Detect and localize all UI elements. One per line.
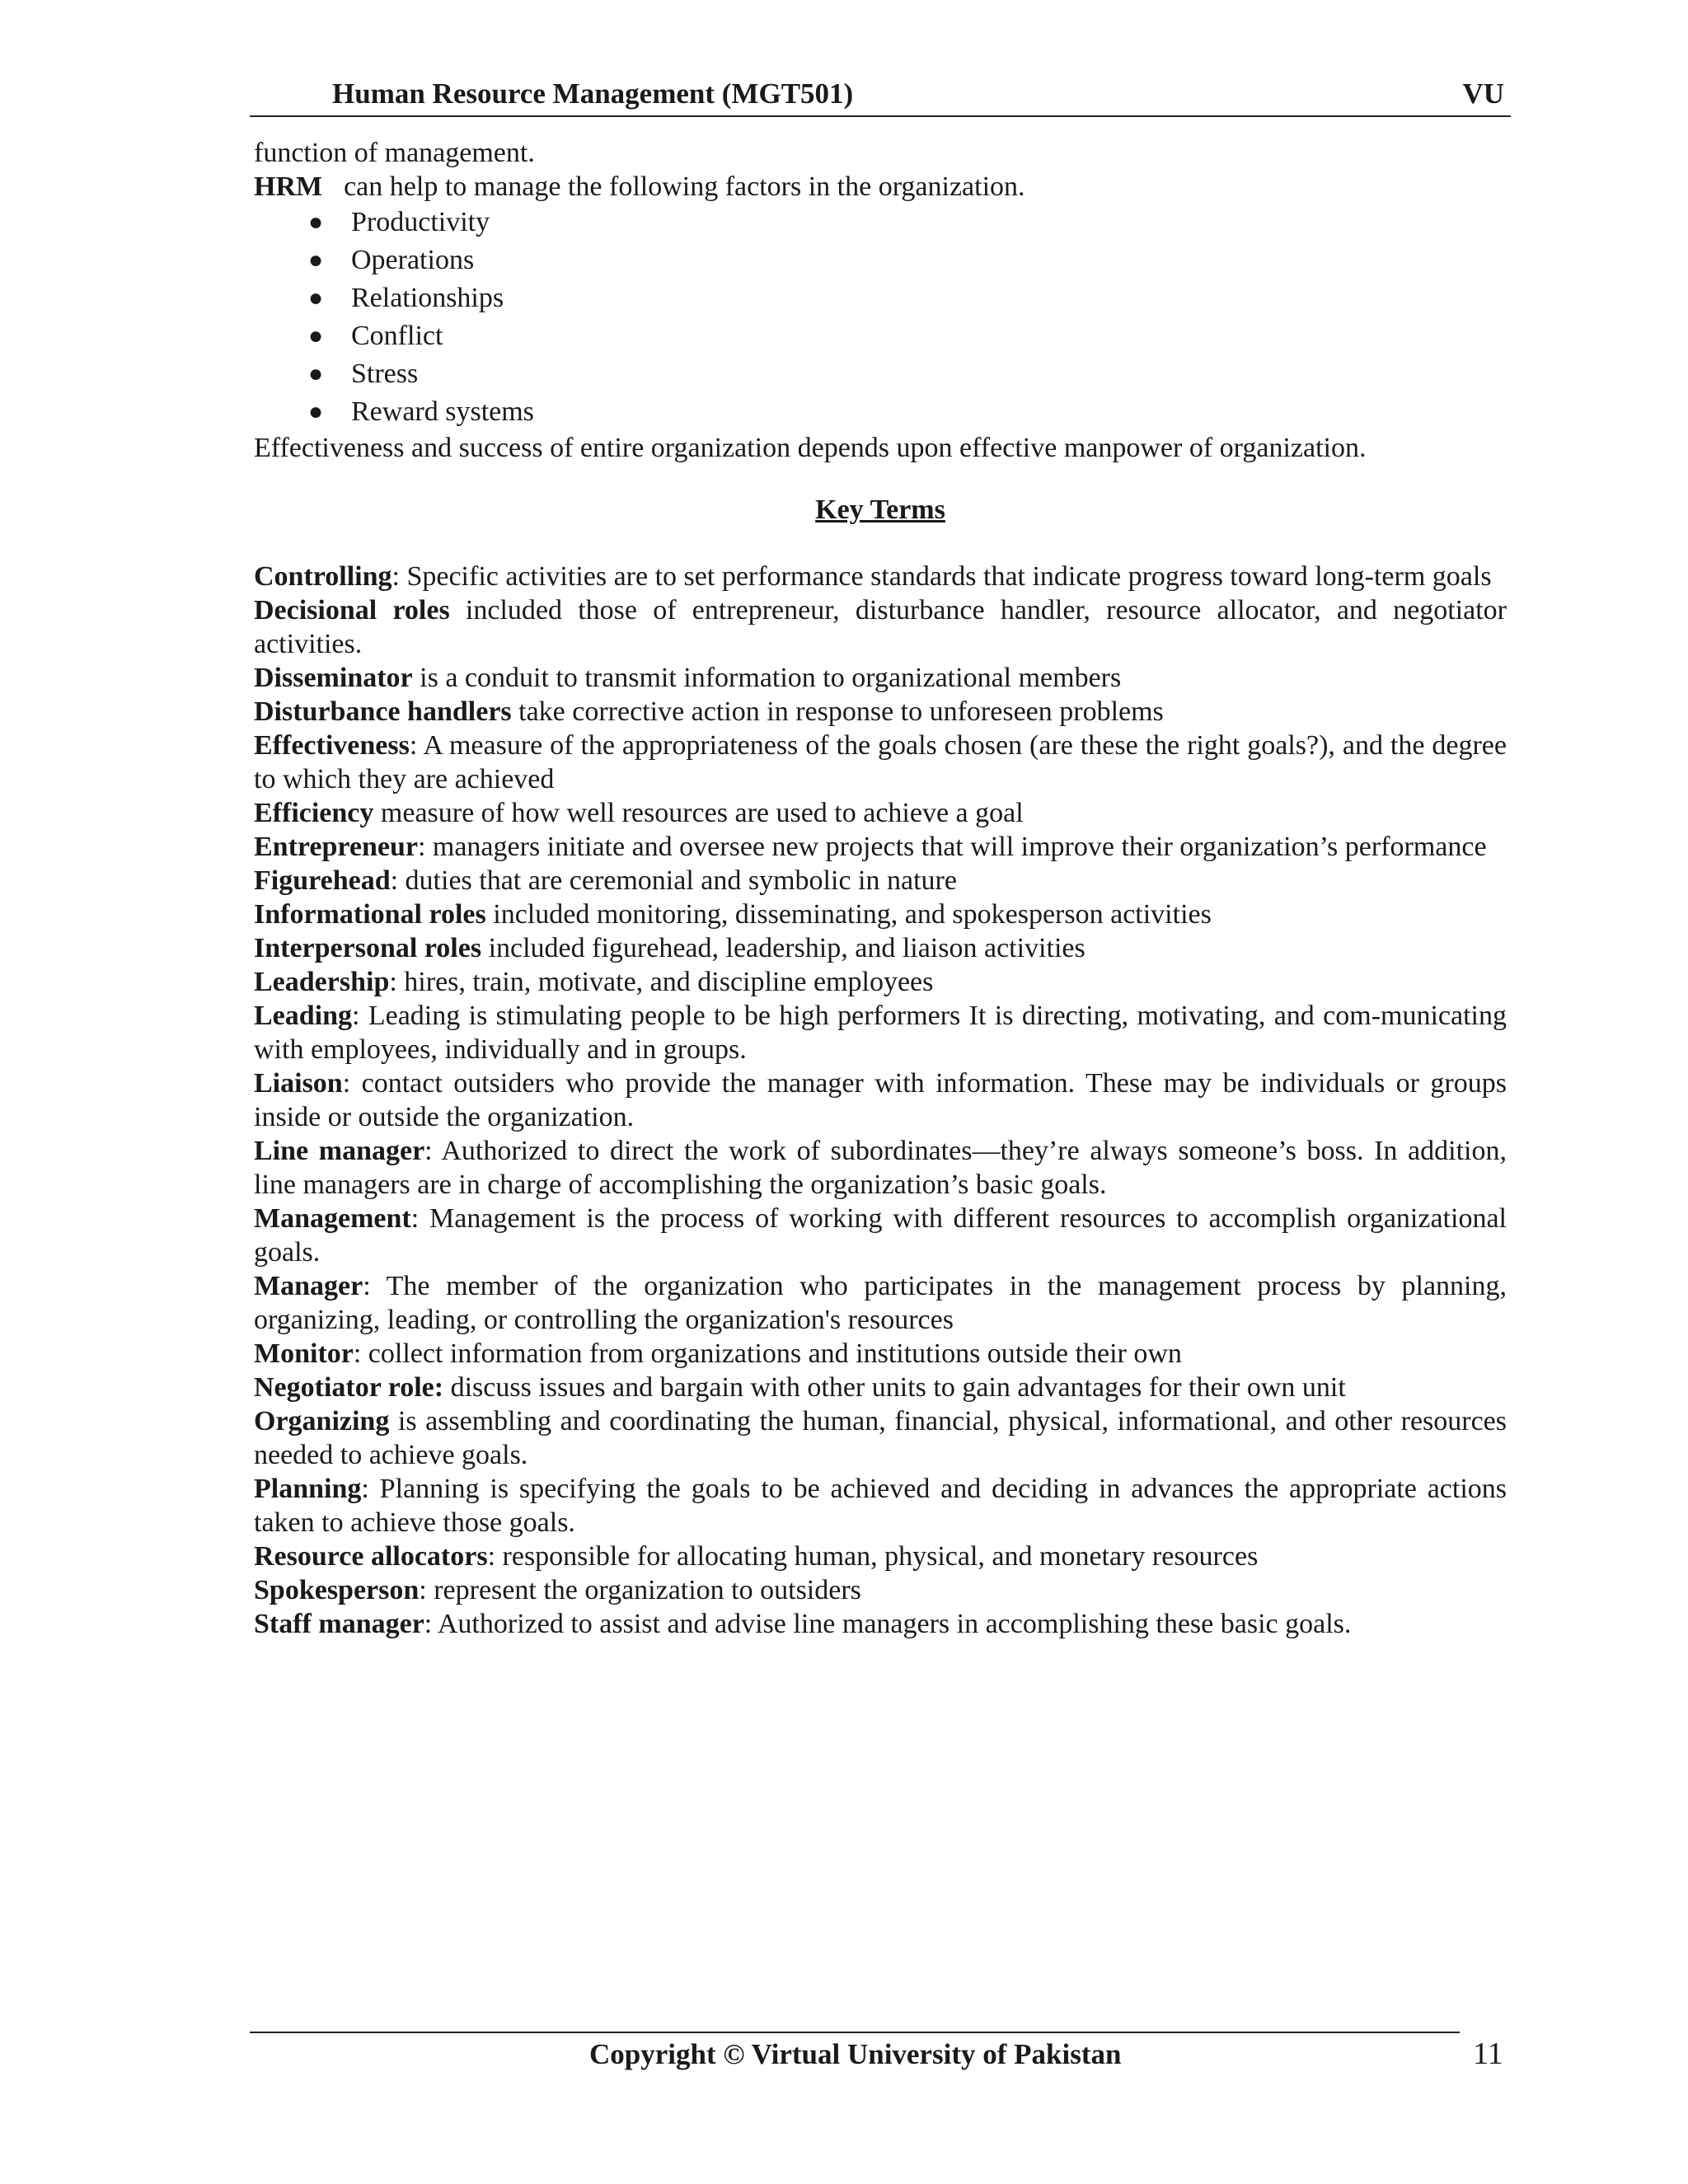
term-name: Decisional roles xyxy=(254,595,450,626)
term-entry xyxy=(254,965,1507,999)
term-entry xyxy=(254,1540,1507,1573)
term-name: Efficiency xyxy=(254,798,374,828)
university-abbreviation: VU xyxy=(1462,77,1504,110)
term-definition: measure of how well resources are used to achieve a goal xyxy=(373,798,1024,828)
term-definition: : contact outsiders who provide the manager with information. These may be individuals or groups inside or outside the organization. xyxy=(254,1068,1507,1132)
key-terms-heading: Key Terms xyxy=(815,494,945,525)
term-name: Liaison xyxy=(254,1068,343,1099)
term-definition: : collect information from organizations and institutions outside their own xyxy=(353,1338,1182,1369)
term-name: Informational roles xyxy=(254,899,486,930)
bullet-icon: ● xyxy=(308,398,324,425)
term-name: Line manager xyxy=(254,1136,425,1166)
bullet-icon: ● xyxy=(308,360,324,387)
term-definition: included those of entrepreneur, disturbance handler, resource allocator, and negotiator activities. xyxy=(254,595,1507,659)
term-entry xyxy=(254,1066,1507,1134)
term-name: Leadership xyxy=(254,967,390,997)
copyright-notice: Copyright © Virtual University of Pakistan xyxy=(589,2038,1122,2070)
term-entry xyxy=(254,999,1507,1066)
list-item: ● Relationships xyxy=(254,279,1507,317)
term-entry xyxy=(254,1202,1507,1269)
bullet-icon: ● xyxy=(308,209,324,236)
term-entry xyxy=(254,931,1507,965)
term-name: Staff manager xyxy=(254,1609,424,1639)
term-entry xyxy=(254,1472,1507,1540)
closing-statement: Effectiveness and success of entire organization depends upon effective manpower of organization. xyxy=(254,433,1367,463)
bullet-icon: ● xyxy=(308,284,324,312)
term-name: Negotiator role: xyxy=(254,1372,444,1403)
term-definition: : Leading is stimulating people to be high performers It is directing, motivating, and com-municating with employees, individually and in groups. xyxy=(254,1001,1507,1065)
term-definition: take corrective action in response to unforeseen problems xyxy=(511,696,1164,727)
term-entry xyxy=(254,898,1507,931)
list-item: ● Stress xyxy=(254,355,1507,393)
term-name: Disturbance handlers xyxy=(254,696,512,727)
term-name: Disseminator xyxy=(254,663,413,693)
term-definition: included monitoring, disseminating, and spokesperson activities xyxy=(485,899,1212,930)
term-definition: : A measure of the appropriateness of the goals chosen (are these the right goals?), and the degree to which they are achieved xyxy=(254,730,1507,794)
term-definition: : Authorized to assist and advise line managers in accomplishing these basic goals. xyxy=(424,1609,1352,1639)
list-item: ● Productivity xyxy=(254,204,1507,241)
term-name: Leading xyxy=(254,1001,353,1031)
page-content xyxy=(254,136,1507,1641)
term-entry xyxy=(254,830,1507,864)
term-definition: : represent the organization to outsiders xyxy=(419,1575,861,1605)
key-terms-list xyxy=(254,560,1507,1641)
term-name: Monitor xyxy=(254,1338,354,1369)
term-definition: included figurehead, leadership, and liaison activities xyxy=(481,933,1085,963)
term-entry xyxy=(254,1134,1507,1202)
footer-rule xyxy=(250,2032,1460,2033)
term-entry xyxy=(254,695,1507,729)
term-entry xyxy=(254,1404,1507,1472)
hrm-intro-text: can help to manage the following factors in the organization. xyxy=(344,171,1025,202)
term-entry xyxy=(254,1269,1507,1337)
term-definition: : managers initiate and oversee new projects that will improve their organization’s performance xyxy=(417,832,1487,862)
term-definition: : responsible for allocating human, physical, and monetary resources xyxy=(487,1541,1259,1572)
term-definition: : Specific activities are to set performance standards that indicate progress toward long-term goals xyxy=(392,561,1492,592)
term-name: Planning xyxy=(254,1474,362,1504)
term-definition: : hires, train, motivate, and discipline employees xyxy=(389,967,934,997)
term-name: Resource allocators xyxy=(254,1541,488,1572)
term-name: Spokesperson xyxy=(254,1575,420,1605)
term-entry xyxy=(254,560,1507,593)
hrm-label: HRM xyxy=(254,171,323,202)
term-name: Manager xyxy=(254,1271,363,1301)
term-name: Controlling xyxy=(254,561,392,592)
term-definition: discuss issues and bargain with other units to gain advantages for their own unit xyxy=(443,1372,1346,1403)
course-title: Human Resource Management (MGT501) xyxy=(332,77,854,110)
term-definition: : duties that are ceremonial and symbolic in nature xyxy=(390,865,957,896)
bullet-icon: ● xyxy=(308,246,324,274)
term-entry xyxy=(254,661,1507,695)
term-definition: : Management is the process of working with different resources to accomplish organizational goals. xyxy=(254,1203,1507,1268)
continuation-line: function of management. xyxy=(254,138,535,168)
term-entry xyxy=(254,593,1507,661)
term-definition: : Authorized to direct the work of subordinates—they’re always someone’s boss. In addition, line managers are in charge of accomplishing the organization’s basic goals. xyxy=(254,1136,1507,1200)
list-item: ● Reward systems xyxy=(254,393,1507,431)
list-item: ● Conflict xyxy=(254,317,1507,355)
term-entry xyxy=(254,796,1507,830)
term-definition: : The member of the organization who participates in the management process by planning, organizing, leading, or controlling the organization's resources xyxy=(254,1271,1507,1335)
term-name: Figurehead xyxy=(254,865,391,896)
term-name: Entrepreneur xyxy=(254,832,418,862)
term-definition: is a conduit to transmit information to organizational members xyxy=(412,663,1122,693)
term-entry xyxy=(254,1371,1507,1404)
term-definition: : Planning is specifying the goals to be achieved and deciding in advances the appropriate actions taken to achieve those goals. xyxy=(254,1474,1507,1538)
term-name: Management xyxy=(254,1203,411,1234)
bullet-icon: ● xyxy=(308,322,324,349)
term-entry xyxy=(254,729,1507,796)
term-definition: is assembling and coordinating the human, financial, physical, informational, and other resources needed to achieve goals. xyxy=(254,1406,1507,1470)
term-name: Effectiveness xyxy=(254,730,410,761)
term-entry xyxy=(254,1607,1507,1641)
term-name: Organizing xyxy=(254,1406,390,1436)
list-item: ● Operations xyxy=(254,241,1507,279)
term-entry xyxy=(254,864,1507,898)
term-entry xyxy=(254,1573,1507,1607)
page-header xyxy=(250,74,1511,117)
factor-list xyxy=(254,204,1507,431)
page-number: 11 xyxy=(1473,2036,1503,2071)
term-entry xyxy=(254,1337,1507,1371)
hrm-intro-line xyxy=(254,170,1507,204)
term-name: Interpersonal roles xyxy=(254,933,482,963)
